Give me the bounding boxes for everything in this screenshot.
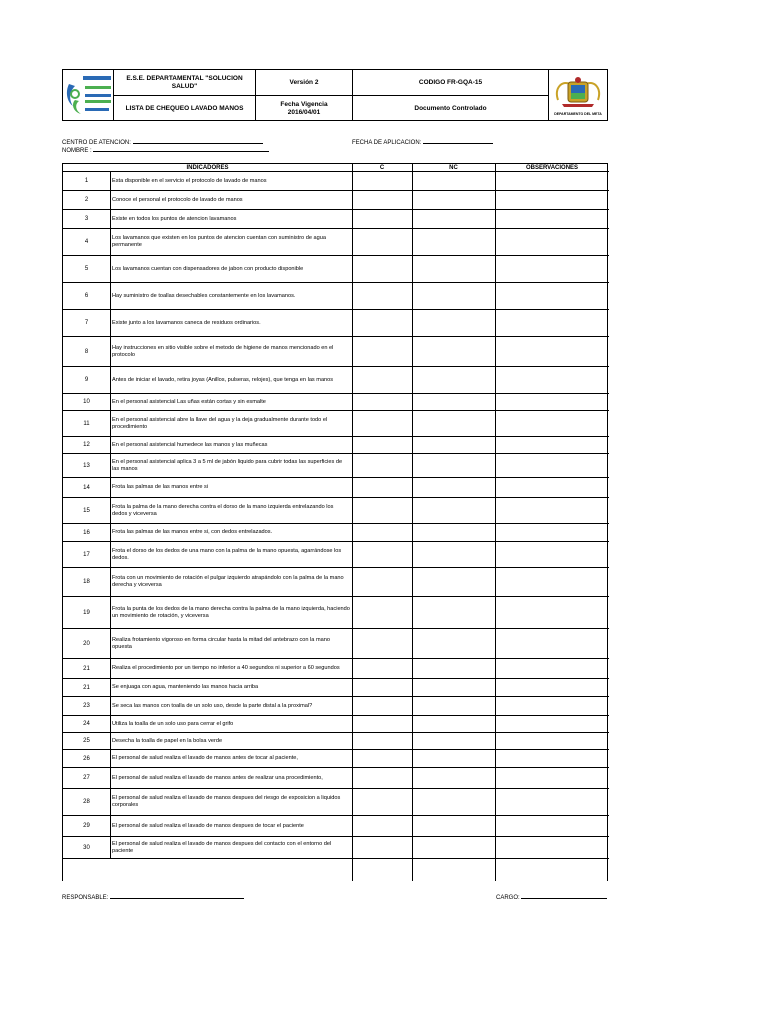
number-divider	[110, 411, 111, 436]
table-row	[63, 837, 609, 859]
table-row	[63, 229, 609, 256]
c-cell[interactable]	[353, 659, 412, 678]
c-cell[interactable]	[353, 310, 412, 336]
table-row	[63, 256, 609, 283]
observations-cell[interactable]	[496, 524, 608, 541]
table-row	[63, 337, 609, 367]
meta-department-logo	[63, 70, 113, 120]
table-row	[63, 659, 609, 679]
validity-date: 2016/04/01	[287, 108, 321, 116]
observations-cell[interactable]	[496, 629, 608, 658]
nc-cell[interactable]	[413, 524, 495, 541]
row-number: 15	[83, 507, 90, 514]
row-indicator-text: Antes de iniciar el lavado, retira joyas (Anillos, pulseras, relojes), que tenga en las manos	[112, 376, 334, 383]
row-number: 8	[84, 348, 89, 355]
nc-cell[interactable]	[413, 478, 495, 497]
c-cell[interactable]	[353, 229, 412, 255]
number-divider	[110, 597, 111, 628]
table-row	[63, 789, 609, 816]
row-number: 5	[84, 266, 89, 272]
c-cell[interactable]	[353, 597, 412, 628]
observations-cell[interactable]	[496, 498, 608, 523]
row-number: 7	[84, 320, 89, 326]
row-indicator-text: En el personal asistencial humedece las manos y las muñecas	[112, 441, 268, 448]
row-number: 12	[83, 442, 90, 448]
observations-cell[interactable]	[496, 310, 608, 336]
org-name: E.S.E. DEPARTAMENTAL "SOLUCION SALUD"	[126, 75, 243, 90]
row-indicator-text: En el personal asistencial abre la llave del agua y la deja gradualmente durante todo el procedimiento	[112, 416, 328, 430]
name-field	[62, 145, 269, 154]
header-c: C	[379, 165, 385, 171]
nc-cell[interactable]	[413, 716, 495, 732]
number-divider	[110, 659, 111, 678]
number-divider	[110, 768, 111, 788]
table-row	[63, 542, 609, 568]
row-number: 30	[83, 844, 90, 851]
row-number: 23	[83, 703, 90, 709]
nc-cell[interactable]	[413, 367, 495, 393]
observations-cell[interactable]	[496, 659, 608, 678]
number-divider	[110, 816, 111, 836]
table-row	[63, 478, 609, 498]
row-indicator-text: Realiza el procedimiento por un tiempo no inferior a 40 segundos ni superior a 60 segundos	[112, 665, 340, 671]
c-cell[interactable]	[353, 750, 412, 767]
date-field	[352, 137, 493, 146]
controlled-document-label: Documento Controlado	[414, 104, 487, 112]
observations-cell[interactable]	[496, 394, 608, 410]
row-number: 29	[83, 823, 90, 829]
observations-cell[interactable]	[496, 597, 608, 628]
row-number: 16	[83, 529, 90, 536]
document-title: LISTA DE CHEQUEO LAVADO MANOS	[125, 104, 244, 112]
row-number: 13	[83, 462, 90, 469]
observations-cell[interactable]	[496, 172, 608, 190]
number-divider	[110, 789, 111, 815]
number-divider	[110, 750, 111, 767]
row-number: 20	[83, 640, 90, 647]
observations-cell[interactable]	[496, 411, 608, 436]
nc-cell[interactable]	[413, 310, 495, 336]
nc-cell[interactable]	[413, 454, 495, 477]
c-cell[interactable]	[353, 498, 412, 523]
table-row	[63, 394, 609, 411]
c-cell[interactable]	[353, 524, 412, 541]
table-row	[63, 437, 609, 454]
nc-cell[interactable]	[413, 597, 495, 628]
nc-cell[interactable]	[413, 659, 495, 678]
row-number: 17	[83, 551, 90, 558]
observations-cell[interactable]	[496, 478, 608, 497]
c-cell[interactable]	[353, 789, 412, 815]
nc-cell[interactable]	[413, 568, 495, 596]
row-indicator-text: Frota con un movimiento de rotación el pulgar izquierdo atrapándolo con la palma de la mano derecha y viceversa	[112, 575, 344, 588]
table-row	[63, 524, 609, 542]
row-indicator-text: Frota las palmas de las manos entre si	[112, 484, 209, 490]
table-row	[63, 310, 609, 337]
row-number: 4	[84, 239, 89, 245]
header-observations: OBSERVACIONES	[525, 165, 579, 171]
row-indicator-text: Los lavamanos cuentan con dispensadores de jabon con producto disponible	[112, 265, 304, 272]
row-number: 28	[83, 799, 90, 805]
c-cell[interactable]	[353, 629, 412, 658]
c-cell[interactable]	[353, 337, 412, 366]
observations-cell[interactable]	[496, 697, 608, 715]
observations-cell[interactable]	[496, 733, 608, 749]
row-indicator-text: El personal de salud realiza el lavado de manos despues del contacto con el entorno del paciente	[112, 840, 332, 854]
row-number: 21	[83, 665, 90, 672]
row-indicator-text: Frota las palmas de las manos entre si, con dedos entrelazados.	[112, 529, 273, 535]
responsible-label: RESPONSABLE:	[62, 895, 109, 901]
observations-cell[interactable]	[496, 837, 608, 858]
c-cell[interactable]	[353, 733, 412, 749]
row-indicator-text: Conoce el personal el protocolo de lavado de manos	[112, 196, 243, 203]
name-input-line[interactable]	[93, 145, 269, 152]
c-cell[interactable]	[353, 816, 412, 836]
c-cell[interactable]	[353, 411, 412, 436]
observations-cell[interactable]	[496, 367, 608, 393]
center-label: CENTRO DE ATENCION:	[62, 140, 131, 146]
table-row	[63, 367, 609, 394]
row-number: 19	[83, 609, 90, 616]
number-divider	[110, 478, 111, 497]
column-divider	[352, 164, 353, 881]
row-indicator-text: Se seca las manos con toalla de un solo uso, desde la parte distal a la proximal?	[112, 702, 313, 709]
row-number: 14	[83, 484, 90, 491]
document-header	[62, 69, 608, 121]
version-label: Versión 2	[289, 78, 319, 86]
observations-cell[interactable]	[496, 816, 608, 836]
row-indicator-text: Existe junto a los lavamanos caneca de residuos ordinarios.	[112, 319, 261, 326]
row-indicator-text: Existe en todos los puntos de atencion lavamanos	[112, 215, 237, 222]
column-divider	[412, 164, 413, 881]
observations-cell[interactable]	[496, 679, 608, 696]
nc-cell[interactable]	[413, 816, 495, 836]
observations-cell[interactable]	[496, 283, 608, 309]
number-divider	[110, 629, 111, 658]
table-row	[63, 172, 609, 191]
c-cell[interactable]	[353, 568, 412, 596]
number-divider	[110, 283, 111, 309]
nc-cell[interactable]	[413, 283, 495, 309]
row-indicator-text: El personal de salud realiza el lavado de manos antes de realizar una procedimiento,	[112, 774, 323, 781]
number-divider	[110, 454, 111, 477]
row-number: 10	[83, 399, 90, 405]
table-row	[63, 568, 609, 597]
c-cell[interactable]	[353, 716, 412, 732]
observations-cell[interactable]	[496, 768, 608, 788]
position-field	[496, 892, 607, 901]
observations-cell[interactable]	[496, 789, 608, 815]
observations-cell[interactable]	[496, 210, 608, 228]
nc-cell[interactable]	[413, 768, 495, 788]
c-cell[interactable]	[353, 837, 412, 858]
table-row	[63, 697, 609, 716]
c-cell[interactable]	[353, 172, 412, 190]
table-row	[63, 679, 609, 697]
nc-cell[interactable]	[413, 697, 495, 715]
number-divider	[110, 524, 111, 541]
number-divider	[110, 679, 111, 696]
observations-cell[interactable]	[496, 716, 608, 732]
center-input-line[interactable]	[133, 137, 263, 144]
row-number: 21	[83, 684, 90, 691]
position-label: CARGO:	[496, 895, 520, 901]
row-number: 11	[83, 420, 90, 427]
nc-cell[interactable]	[413, 172, 495, 190]
row-number: 3	[84, 216, 89, 222]
row-indicator-text: El personal de salud realiza el lavado de manos despues del riesgo de exposicion a liquidos corporales	[112, 795, 341, 808]
row-indicator-text: Esta disponible en el servicio el protocolo de lavado de manos	[112, 177, 267, 184]
c-cell[interactable]	[353, 542, 412, 567]
validity-cell	[256, 96, 352, 121]
row-indicator-text: Los lavamanos que existen en los puntos de atencion cuentan con suministro de agua permanente	[112, 235, 326, 248]
column-divider	[495, 164, 496, 881]
responsible-field	[62, 892, 244, 901]
c-cell[interactable]	[353, 697, 412, 715]
nc-cell[interactable]	[413, 394, 495, 410]
date-label: FECHA DE APLICACION:	[352, 140, 422, 146]
observations-cell[interactable]	[496, 191, 608, 209]
number-divider	[110, 191, 111, 209]
checklist-table	[62, 163, 608, 881]
row-number: 1	[84, 178, 89, 184]
row-number: 9	[84, 377, 89, 383]
responsible-input-line[interactable]	[110, 892, 244, 899]
c-cell[interactable]	[353, 768, 412, 788]
table-row	[63, 454, 609, 478]
row-indicator-text: Frota el dorso de los dedos de una mano con la palma de la mano opuesta, agarrándose los dedos.	[112, 547, 342, 561]
number-divider	[110, 337, 111, 366]
row-indicator-text: Utiliza la toalla de un solo uso para cerrar el grifo	[112, 720, 234, 727]
observations-cell[interactable]	[496, 750, 608, 767]
number-divider	[110, 716, 111, 732]
nc-cell[interactable]	[413, 411, 495, 436]
nc-cell[interactable]	[413, 837, 495, 858]
number-divider	[110, 837, 111, 858]
c-cell[interactable]	[353, 210, 412, 228]
nc-cell[interactable]	[413, 191, 495, 209]
document-code: CODIGO FR-GQA-15	[418, 78, 483, 86]
table-row	[63, 750, 609, 768]
number-divider	[110, 733, 111, 749]
row-indicator-text: En el personal asistencial aplica 3 a 5 ml de jabón liquido para cubrir todas las superficies de las manos	[112, 458, 343, 472]
observations-cell[interactable]	[496, 337, 608, 366]
c-cell[interactable]	[353, 283, 412, 309]
nc-cell[interactable]	[413, 437, 495, 453]
row-indicator-text: Realiza frotamiento vigoroso en forma circular hasta la mitad del antebrazo con la mano opuesta	[112, 636, 330, 650]
table-row	[63, 283, 609, 310]
table-row	[63, 498, 609, 524]
row-number: 24	[83, 721, 90, 727]
position-input-line[interactable]	[521, 892, 607, 899]
c-cell[interactable]	[353, 454, 412, 477]
row-indicator-text: El personal de salud realiza el lavado de manos despues de tocar el paciente	[112, 822, 304, 829]
nc-cell[interactable]	[413, 789, 495, 815]
table-header	[63, 164, 609, 172]
row-indicator-text: Hay suministro de toallas desechables constantemente en los lavamanos.	[112, 292, 296, 299]
number-divider	[110, 367, 111, 393]
table-row	[63, 768, 609, 789]
nc-cell[interactable]	[413, 750, 495, 767]
table-row	[63, 411, 609, 437]
row-indicator-text: El personal de salud realiza el lavado de manos antes de tocar al paciente,	[112, 755, 298, 761]
observations-cell[interactable]	[496, 542, 608, 567]
row-indicator-text: Frota la palma de la mano derecha contra el dorso de la mano izquierda entrelazando los dedos y viceversa	[112, 503, 334, 517]
c-cell[interactable]	[353, 191, 412, 209]
number-divider	[110, 568, 111, 596]
number-divider	[110, 697, 111, 715]
c-cell[interactable]	[353, 367, 412, 393]
table-row	[63, 716, 609, 733]
row-number: 2	[84, 197, 89, 203]
date-input-line[interactable]	[423, 137, 493, 144]
row-indicator-text: En el personal asistencial Las uñas están cortas y sin esmalte	[112, 398, 266, 405]
nc-cell[interactable]	[413, 679, 495, 696]
observations-cell[interactable]	[496, 229, 608, 255]
row-indicator-text: Frota la punta de los dedos de la mano derecha contra la palma de la mano izquierda, haciendo un movimiento de rotación, y viceversa	[112, 605, 350, 619]
header-nc: NC	[449, 165, 458, 171]
row-number: 25	[83, 738, 90, 744]
nc-cell[interactable]	[413, 256, 495, 282]
c-cell[interactable]	[353, 437, 412, 453]
name-label: NOMBRE :	[62, 148, 92, 154]
row-number: 18	[83, 579, 90, 585]
row-indicator-text: Hay instrucciones en sitio visible sobre el metodo de higiene de manos mencionado en el protocolo	[112, 344, 334, 358]
number-divider	[110, 394, 111, 410]
number-divider	[110, 172, 111, 190]
table-row	[63, 191, 609, 210]
validity-label: Fecha Vigencia	[280, 101, 328, 109]
row-indicator-text: Desecha la toalla de papel en la bolsa verde	[112, 737, 223, 744]
table-row	[63, 733, 609, 750]
number-divider	[110, 498, 111, 523]
nc-cell[interactable]	[413, 733, 495, 749]
row-number: 26	[83, 755, 90, 762]
number-divider	[110, 437, 111, 453]
coat-of-arms-caption: DEPARTAMENTO DEL META	[554, 112, 602, 116]
observations-cell[interactable]	[496, 568, 608, 596]
c-cell[interactable]	[353, 679, 412, 696]
nc-cell[interactable]	[413, 542, 495, 567]
table-row	[63, 816, 609, 837]
row-indicator-text: Se enjuaga con agua, manteniendo las manos hacia arriba	[112, 684, 259, 690]
nc-cell[interactable]	[413, 629, 495, 658]
observations-cell[interactable]	[496, 437, 608, 453]
number-divider	[110, 256, 111, 282]
table-row	[63, 629, 609, 659]
table-row	[63, 210, 609, 229]
number-divider	[110, 310, 111, 336]
number-divider	[110, 229, 111, 255]
row-number: 6	[84, 293, 89, 299]
header-indicators: INDICADORES	[186, 165, 229, 171]
row-number: 27	[83, 775, 90, 781]
nc-cell[interactable]	[413, 337, 495, 366]
observations-cell[interactable]	[496, 256, 608, 282]
nc-cell[interactable]	[413, 210, 495, 228]
number-divider	[110, 542, 111, 567]
nc-cell[interactable]	[413, 498, 495, 523]
observations-cell[interactable]	[496, 454, 608, 477]
number-divider	[110, 210, 111, 228]
c-cell[interactable]	[353, 394, 412, 410]
c-cell[interactable]	[353, 478, 412, 497]
nc-cell[interactable]	[413, 229, 495, 255]
table-row	[63, 597, 609, 629]
c-cell[interactable]	[353, 256, 412, 282]
